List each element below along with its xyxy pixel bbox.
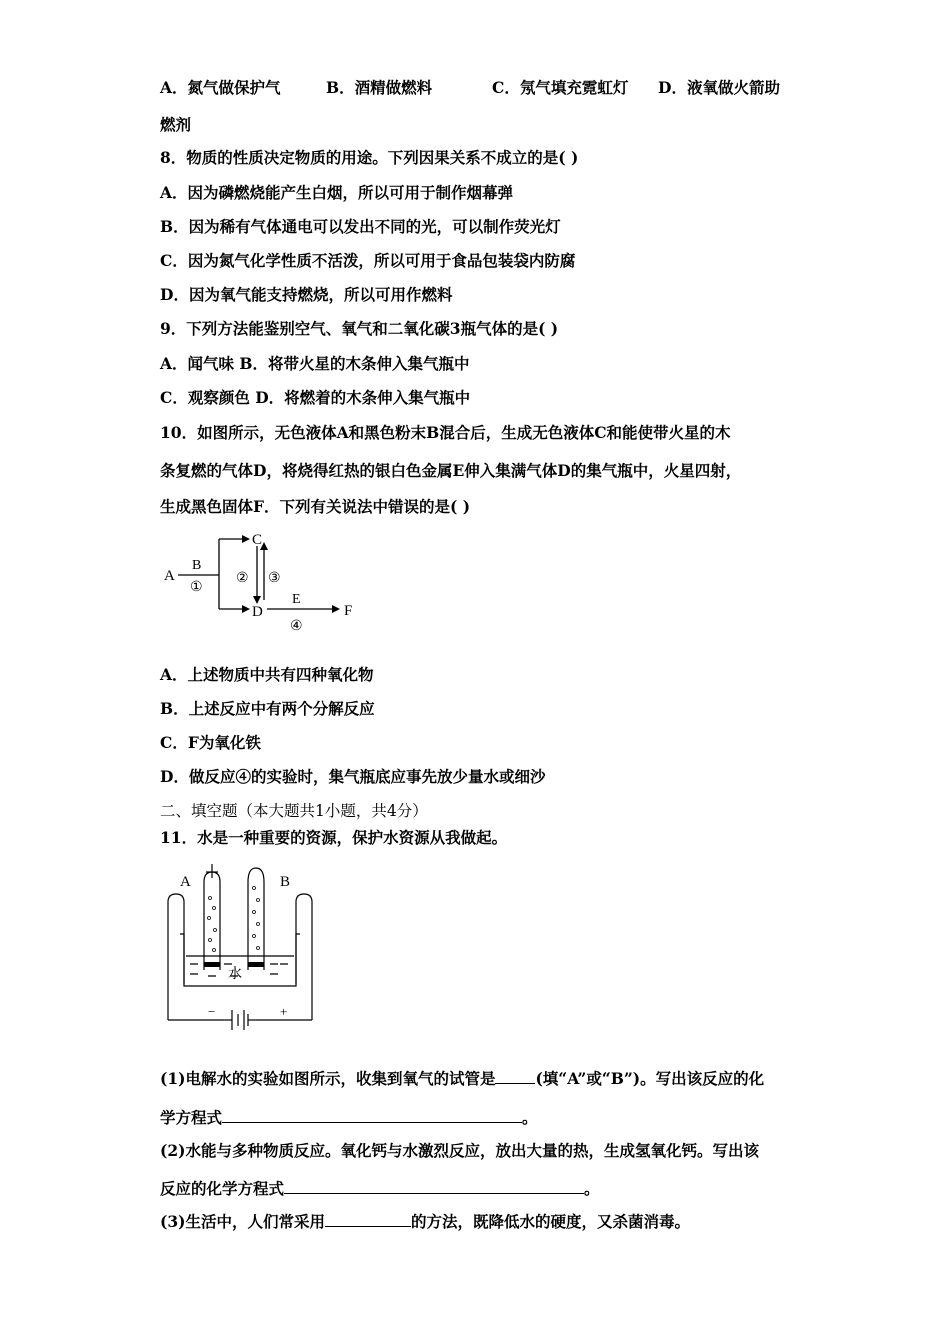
q9-stem: 9．下列方法能鉴别空气、氧气和二氧化碳3瓶气体的是( ) bbox=[160, 319, 559, 338]
diagram-label-f: F bbox=[344, 603, 353, 619]
q11-part1-text-d: 。 bbox=[522, 1108, 538, 1127]
q11-part2-line2 bbox=[160, 1179, 600, 1199]
diagram-label-r4: ④ bbox=[290, 619, 303, 634]
diagram-label-c: C bbox=[252, 532, 263, 548]
q11-part3-text-a: (3)生活中，人们常采用 bbox=[160, 1212, 325, 1231]
diagram-label-b: B bbox=[192, 558, 202, 573]
q10-stem-line3: 生成黑色固体F．下列有关说法中错误的是( ) bbox=[160, 497, 471, 516]
q11-part2-blank-equation[interactable] bbox=[284, 1179, 584, 1194]
q11-part1-blank-tube[interactable] bbox=[495, 1069, 535, 1084]
q11-part1-text-c: 学方程式 bbox=[160, 1108, 223, 1127]
q10-stem-line2: 条复燃的气体D，将烧得红热的银白色金属E伸入集满气体D的集气瓶中，火星四射， bbox=[160, 461, 742, 480]
figure-tube-b-label: B bbox=[280, 874, 291, 890]
q7-option-b: B．酒精做燃料 bbox=[326, 78, 433, 97]
q11-part1-text-a: (1)电解水的实验如图所示，收集到氧气的试管是 bbox=[160, 1069, 496, 1088]
q11-part3-blank-method[interactable] bbox=[325, 1212, 411, 1227]
q11-part1-line1 bbox=[160, 1069, 764, 1089]
q7-option-a: A．氮气做保护气 bbox=[160, 78, 281, 97]
q11-part1-text-b: (填“A”或“B”)。写出该反应的化 bbox=[535, 1069, 765, 1088]
q7-options-row bbox=[160, 78, 780, 98]
diagram-label-a: A bbox=[164, 568, 175, 584]
figure-tube-a-label: A bbox=[180, 874, 191, 890]
q7-option-c: C．氖气填充霓虹灯 bbox=[492, 78, 629, 97]
section-2-heading: 二、填空题（本大题共1小题，共4分） bbox=[160, 802, 428, 820]
diagram-label-r1: ① bbox=[190, 580, 203, 595]
figure-negative-label: − bbox=[208, 1004, 216, 1019]
q11-part2-text-c: 。 bbox=[584, 1179, 600, 1198]
q10-option-d: D．做反应④的实验时，集气瓶底应事先放少量水或细沙 bbox=[160, 767, 546, 786]
diagram-label-d: D bbox=[252, 604, 263, 620]
figure-positive-label: + bbox=[280, 1004, 288, 1019]
q10-option-c: C．F为氧化铁 bbox=[160, 733, 261, 752]
q11-part3-text-b: 的方法，既降低水的硬度，又杀菌消毒。 bbox=[410, 1212, 690, 1231]
q11-stem: 11．水是一种重要的资源，保护水资源从我做起。 bbox=[160, 828, 508, 847]
q11-part1-line2 bbox=[160, 1108, 538, 1128]
q7-option-d-continued: 燃剂 bbox=[160, 115, 192, 134]
q8-option-a: A．因为磷燃烧能产生白烟，所以可用于制作烟幕弹 bbox=[160, 183, 514, 202]
q11-part3-line bbox=[160, 1212, 690, 1232]
diagram-label-e: E bbox=[292, 592, 301, 607]
q8-option-c: C．因为氮气化学性质不活泼，所以可用于食品包装袋内防腐 bbox=[160, 251, 576, 270]
q9-options-cd: C．观察颜色 D．将燃着的木条伸入集气瓶中 bbox=[160, 388, 471, 407]
q11-electrolysis-figure bbox=[160, 858, 320, 1046]
figure-water-label: 水 bbox=[228, 967, 242, 982]
q11-part1-blank-equation[interactable] bbox=[222, 1108, 522, 1123]
diagram-label-r3: ③ bbox=[268, 571, 281, 586]
q11-part2-text-b: 反应的化学方程式 bbox=[160, 1179, 285, 1198]
q10-option-a: A．上述物质中共有四种氧化物 bbox=[160, 665, 374, 684]
q9-options-ab: A．闻气味 B．将带火星的木条伸入集气瓶中 bbox=[160, 354, 470, 373]
q8-option-b: B．因为稀有气体通电可以发出不同的光，可以制作荧光灯 bbox=[160, 217, 561, 236]
diagram-label-r2: ② bbox=[236, 571, 249, 586]
q7-option-d: D．液氧做火箭助 bbox=[658, 78, 780, 97]
q8-stem: 8．物质的性质决定物质的用途。下列因果关系不成立的是( ) bbox=[160, 148, 579, 167]
q11-part2-line1: (2)水能与多种物质反应。氧化钙与水激烈反应，放出大量的热，生成氢氧化钙。写出该 bbox=[160, 1141, 759, 1160]
q8-option-d: D．因为氧气能支持燃烧，所以可用作燃料 bbox=[160, 285, 453, 304]
q10-reaction-diagram bbox=[158, 528, 368, 643]
q10-stem-line1: 10．如图所示，无色液体A和黑色粉末B混合后，生成无色液体C和能使带火星的木 bbox=[160, 423, 731, 442]
q10-option-b: B．上述反应中有两个分解反应 bbox=[160, 699, 375, 718]
